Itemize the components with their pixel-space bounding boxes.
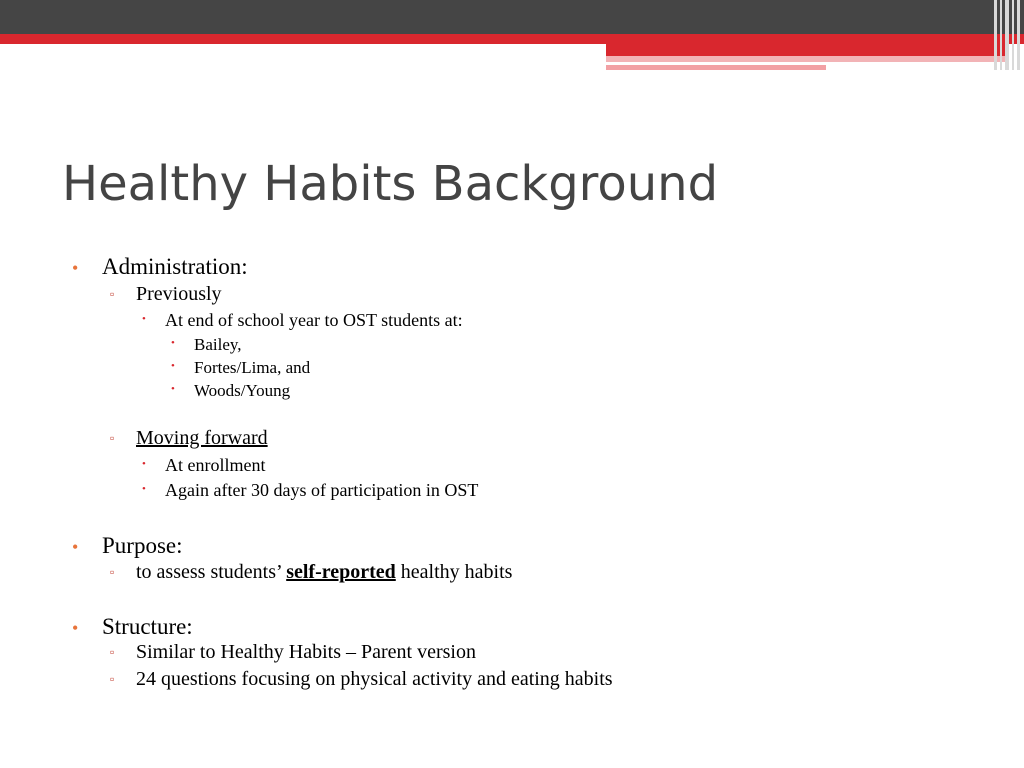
bullet-small: • bbox=[171, 360, 175, 372]
header-stripe bbox=[1017, 0, 1020, 70]
header-stripe bbox=[994, 0, 997, 70]
administration-heading: Administration: bbox=[102, 254, 248, 279]
bullet-square: ▫ bbox=[110, 565, 115, 579]
moving-forward-item: Again after 30 days of participation in OST bbox=[165, 480, 479, 500]
slide-title: Healthy Habits Background bbox=[62, 156, 719, 212]
moving-forward-item: At enrollment bbox=[165, 455, 266, 475]
bullet-small: • bbox=[142, 458, 146, 470]
bullet-square: ▫ bbox=[110, 645, 115, 659]
purpose-item-emphasis: self-reported bbox=[286, 561, 396, 583]
purpose-item bbox=[136, 561, 512, 584]
bullet-dot: • bbox=[72, 258, 79, 278]
school-item: Bailey, bbox=[194, 335, 242, 354]
school-item: Woods/Young bbox=[194, 381, 291, 400]
bullet-square: ▫ bbox=[110, 431, 115, 445]
bullet-dot: • bbox=[72, 537, 79, 557]
previously-label: Previously bbox=[136, 283, 222, 305]
bullet-small: • bbox=[142, 483, 146, 495]
school-item: Fortes/Lima, and bbox=[194, 358, 311, 377]
structure-item: 24 questions focusing on physical activity and eating habits bbox=[136, 668, 613, 690]
header-stripe bbox=[1012, 0, 1014, 70]
previously-detail: At end of school year to OST students at: bbox=[165, 310, 463, 330]
bullet-small: • bbox=[171, 337, 175, 349]
bullet-square: ▫ bbox=[110, 672, 115, 686]
header-pink-band-short bbox=[606, 65, 826, 70]
purpose-item-prefix: to assess students’ bbox=[136, 561, 287, 583]
header-stripe bbox=[1005, 0, 1009, 70]
structure-item: Similar to Healthy Habits – Parent version bbox=[136, 641, 476, 663]
header-red-band bbox=[0, 34, 1024, 44]
bullet-dot: • bbox=[72, 618, 79, 638]
moving-forward-label: Moving forward bbox=[136, 427, 268, 449]
bullet-square: ▫ bbox=[110, 287, 115, 301]
purpose-heading: Purpose: bbox=[102, 533, 183, 558]
header-red-extension bbox=[606, 44, 1006, 56]
bullet-small: • bbox=[142, 313, 146, 325]
bullet-small: • bbox=[171, 383, 175, 395]
header-dark-band bbox=[0, 0, 1024, 34]
header-stripe bbox=[1000, 0, 1002, 70]
purpose-item-suffix: healthy habits bbox=[395, 561, 513, 583]
structure-heading: Structure: bbox=[102, 614, 193, 639]
